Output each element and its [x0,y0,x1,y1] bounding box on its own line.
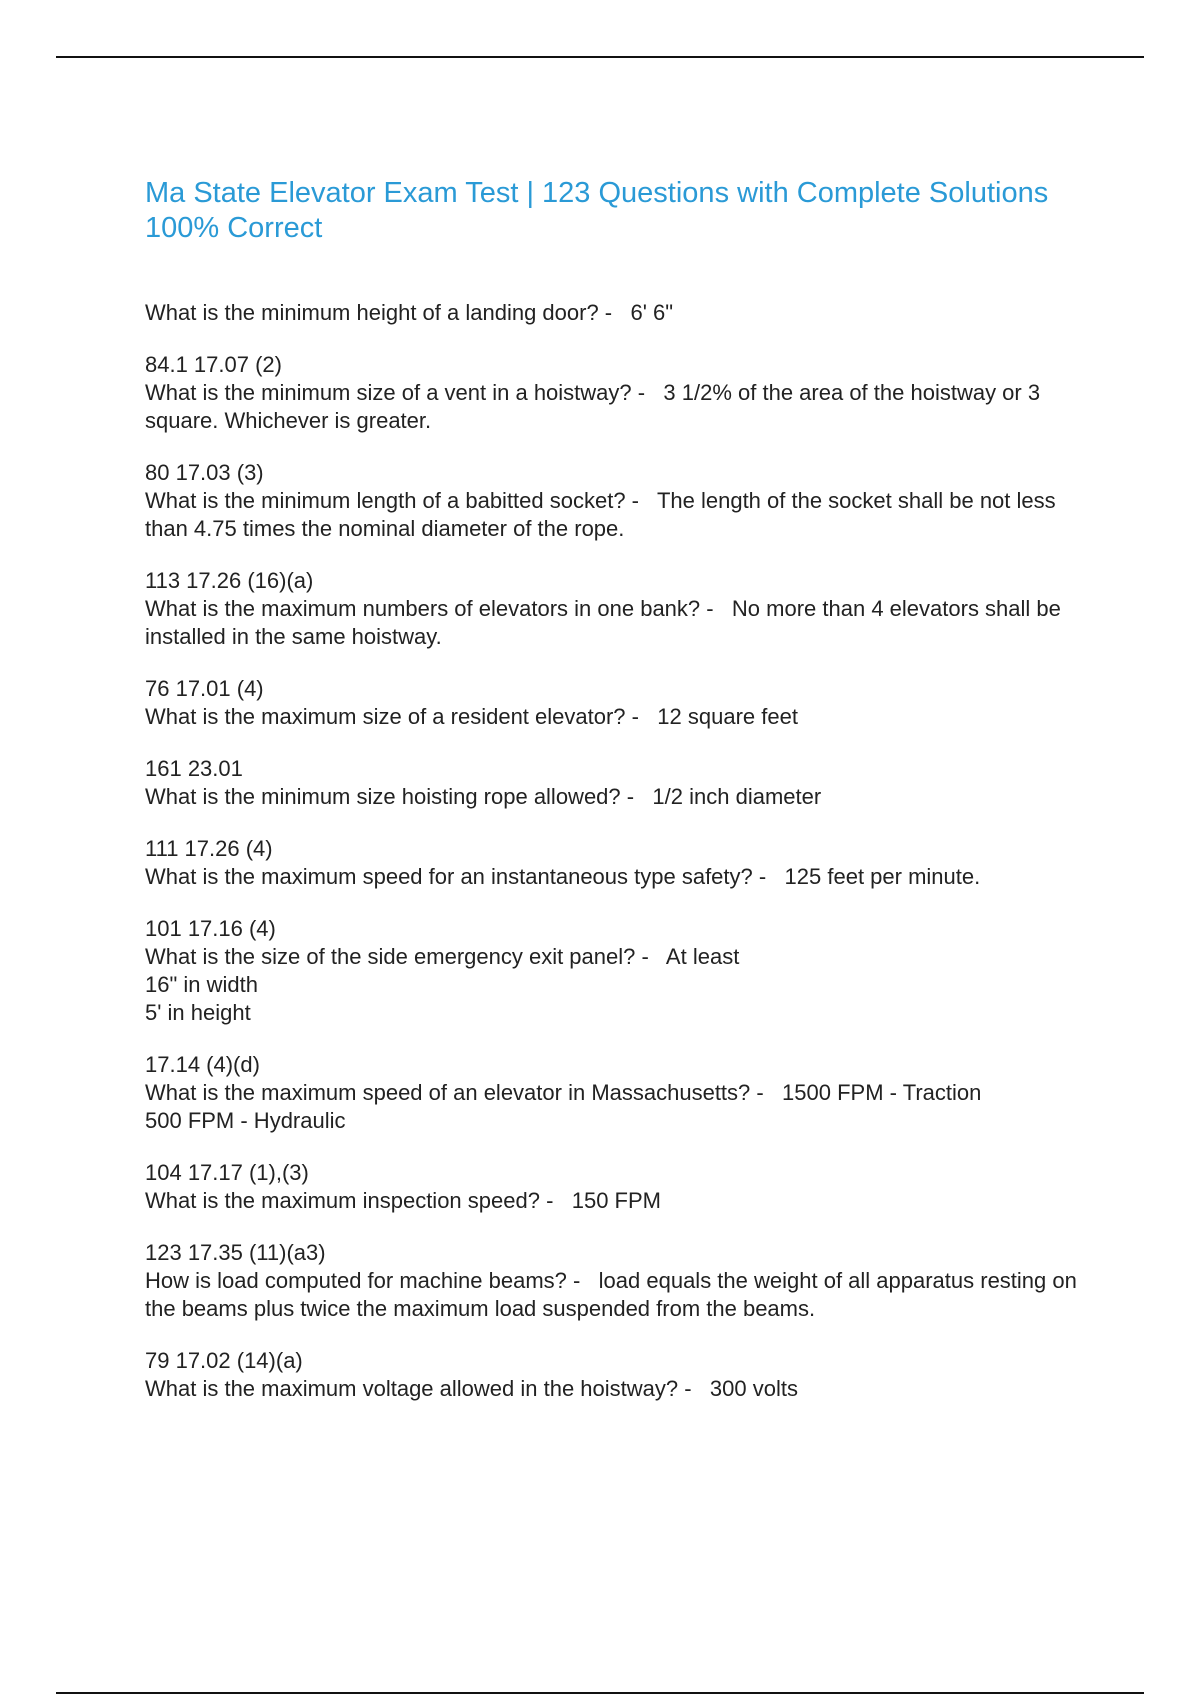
qa-item [145,915,1085,1027]
qa-text: What is the maximum speed for an instantaneous type safety? - 125 feet per minute. [145,864,981,889]
qa-text: What is the minimum size of a vent in a hoistway? - 3 1/2% of the area of the hoistway or 3 square. Whichever is greater. [145,380,1047,433]
qa-item [145,459,1085,543]
bottom-rule [56,1692,1144,1694]
qa-text: What is the maximum voltage allowed in the hoistway? - 300 volts [145,1376,798,1401]
qa-text: What is the maximum speed of an elevator in Massachusetts? - 1500 FPM - Traction [145,1080,982,1105]
qa-text: What is the maximum inspection speed? - 150 FPM [145,1188,661,1213]
qa-item [145,351,1085,435]
qa-text: What is the size of the side emergency exit panel? - At least [145,944,740,969]
qa-text: 16" in width [145,972,258,997]
qa-reference: 17.14 (4)(d) [145,1052,260,1077]
qa-item [145,675,1085,731]
qa-text: How is load computed for machine beams? - load equals the weight of all apparatus resting on the beams plus twice the maximum load suspended from the beams. [145,1268,1083,1321]
qa-text: What is the maximum numbers of elevators in one bank? - No more than 4 elevators shall be installed in the same hoistway. [145,596,1068,649]
qa-reference: 80 17.03 (3) [145,460,264,485]
qa-reference: 76 17.01 (4) [145,676,264,701]
qa-text: What is the minimum height of a landing door? - 6' 6" [145,300,674,325]
qa-reference: 123 17.35 (11)(a3) [145,1240,326,1265]
qa-reference: 111 17.26 (4) [145,836,273,861]
qa-item [145,299,1085,327]
qa-item [145,755,1085,811]
qa-item [145,1051,1085,1135]
qa-item [145,835,1085,891]
qa-item [145,1239,1085,1323]
qa-text: What is the maximum size of a resident elevator? - 12 square feet [145,704,798,729]
document-content [145,176,1085,1427]
qa-text: 500 FPM - Hydraulic [145,1108,346,1133]
qa-reference: 101 17.16 (4) [145,916,276,941]
qa-item [145,1159,1085,1215]
document-title: Ma State Elevator Exam Test | 123 Questions with Complete Solutions 100% Correct [145,177,1049,244]
qa-text: 5' in height [145,1000,251,1025]
top-rule [56,56,1144,58]
qa-reference: 84.1 17.07 (2) [145,352,282,377]
question-list [145,299,1085,1403]
qa-item [145,567,1085,651]
qa-reference: 113 17.26 (16)(a) [145,568,314,593]
qa-item [145,1347,1085,1403]
qa-text: What is the minimum size hoisting rope allowed? - 1/2 inch diameter [145,784,822,809]
qa-text: What is the minimum length of a babitted socket? - The length of the socket shall be not less than 4.75 times the nominal diameter of the rope. [145,488,1062,541]
qa-reference: 104 17.17 (1),(3) [145,1160,309,1185]
qa-reference: 79 17.02 (14)(a) [145,1348,303,1373]
qa-reference: 161 23.01 [145,756,243,781]
